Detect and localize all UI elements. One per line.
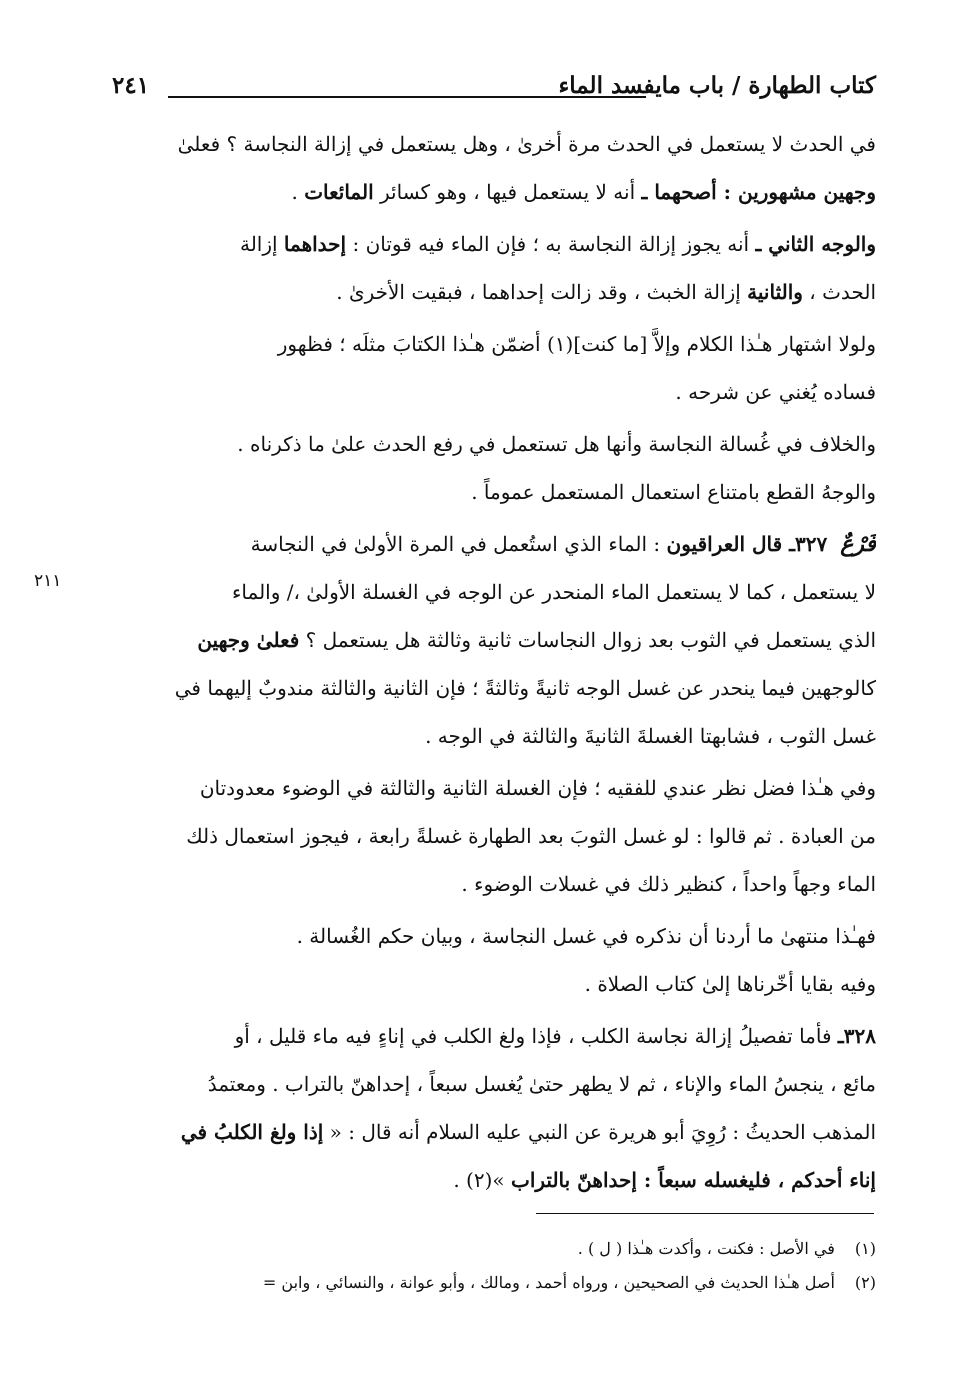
text-line: والخلاف في غُسالة النجاسة وأنها هل تستعمل في رفع الحدث علىٰ ما ذكرناه . — [237, 432, 876, 456]
footnote: (١) في الأصل : فكنت ، وأكدت هـٰذا ( ل ) . — [577, 1239, 876, 1258]
text-line: غسل الثوب ، فشابهتا الغسلةَ الثانيةَ والثالثة في الوجه . — [425, 724, 876, 748]
text-line: لا يستعمل ، كما لا يستعمل الماء المنحدر عن الوجه في الغسلة الأولىٰ ،/ والماء — [232, 580, 876, 604]
text-line: والوجه الثاني ـ أنه يجوز إزالة النجاسة به ؛ فإن الماء فيه قوتان : إحداهما إزالة — [239, 232, 876, 256]
running-header — [100, 72, 876, 112]
text-line: الماء وجهاً واحداً ، كنظير ذلك في غسلات الوضوء . — [461, 872, 876, 896]
text-line: فَرْعٌ ٣٢٧ـ قال العراقيون : الماء الذي استُعمل في المرة الأولىٰ في النجاسة — [100, 520, 876, 568]
text-line: الذي يستعمل في الثوب بعد زوال النجاسات ثانية وثالثة هل يستعمل ؟ فعلىٰ وجهين — [197, 628, 876, 652]
main-text — [100, 120, 876, 1204]
header-title: كتاب الطهارة / باب مايفسد الماء — [558, 72, 876, 99]
text-line: فهـٰذا منتهىٰ ما أردنا أن نذكره في غسل النجاسة ، وبيان حكم الغُسالة . — [296, 924, 876, 948]
text-line: ٣٢٨ـ فأما تفصيلُ إزالة نجاسة الكلب ، فإذا ولغ الكلب في إناءٍ فيه ماء قليل ، أو — [234, 1024, 876, 1048]
footnote-separator — [536, 1213, 874, 1214]
text-line: وفي هـٰذا فضل نظر عندي للفقيه ؛ فإن الغسلة الثانية والثالثة في الوضوء معدودتان — [199, 776, 876, 800]
footnote: (٢) أصل هـٰذا الحديث في الصحيحين ، ورواه أحمد ، ومالك ، وأبو عوانة ، والنسائي ، وابن = — [262, 1273, 876, 1292]
text-line: كالوجهين فيما ينحدر عن غسل الوجه ثانيةً وثالثةً ؛ فإن الثانية والثالثة مندوبٌ إليهما في — [174, 676, 876, 700]
text-line: مائع ، ينجسُ الماء والإناء ، ثم لا يطهر حتىٰ يُغسل سبعاً ، إحداهنّ بالتراب . ومعتمدُ — [207, 1072, 876, 1096]
text-line: فساده يُغني عن شرحه . — [675, 380, 876, 404]
text-line: والوجهُ القطع بامتناع استعمال المستعمل عموماً . — [471, 480, 876, 504]
text-line: ولولا اشتهار هـٰذا الكلام وإلاَّ [ما كنت](١) أضمّن هـٰذا الكتابَ مثلَه ؛ فظهور — [277, 332, 876, 356]
text-line: وجهين مشهورين : أصحهما ـ أنه لا يستعمل فيها ، وهو كسائر المائعات . — [291, 180, 876, 204]
text-line: وفيه بقايا أخّرناها إلىٰ كتاب الصلاة . — [584, 972, 876, 996]
page-number: ٢٤١ — [112, 72, 150, 99]
far-section-mark: فَرْعٌ — [840, 531, 876, 557]
text-line: من العبادة . ثم قالوا : لو غسل الثوبَ بعد الطهارة غسلةً رابعة ، فيجوز استعمال ذلك — [186, 824, 876, 848]
footnotes — [60, 1232, 876, 1300]
margin-folio-note: ٢١١ — [34, 571, 62, 591]
text-line: الحدث ، والثانية إزالة الخبث ، وقد زالت إحداهما ، فبقيت الأخرىٰ . — [336, 280, 876, 304]
text-line: إناء أحدكم ، فليغسله سبعاً : إحداهنّ بالتراب »(٢) . — [453, 1168, 876, 1192]
header-rule — [168, 96, 646, 98]
text-line: المذهب الحديثُ : رُوِيَ أبو هريرة عن النبي عليه السلام أنه قال : « إذا ولغ الكلبُ في — [180, 1120, 876, 1144]
text-line: في الحدث لا يستعمل في الحدث مرة أخرىٰ ، وهل يستعمل في إزالة النجاسة ؟ فعلىٰ — [177, 132, 876, 156]
